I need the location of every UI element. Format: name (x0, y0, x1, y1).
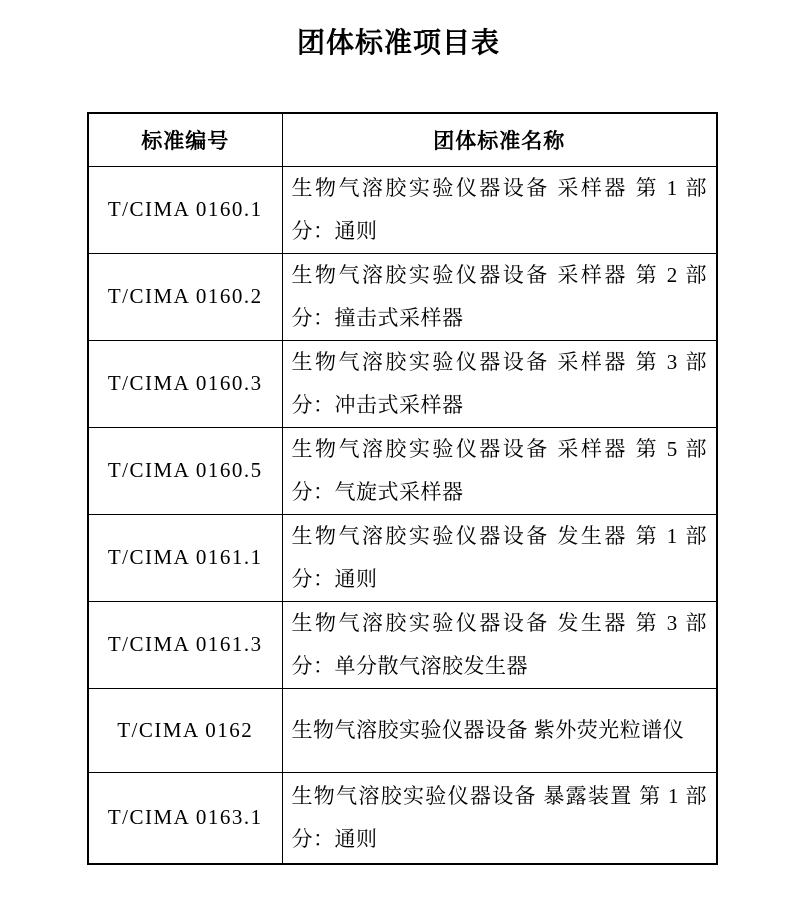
standard-code-cell: T/CIMA 0160.3 (88, 340, 282, 427)
table-row (88, 253, 717, 340)
standard-name-cell: 生物气溶胶实验仪器设备 紫外荧光粒谱仪 (282, 688, 717, 772)
standard-name-cell: 生物气溶胶实验仪器设备 发生器 第 3 部分：单分散气溶胶发生器 (282, 601, 717, 688)
standard-name-cell: 生物气溶胶实验仪器设备 发生器 第 1 部分：通则 (282, 514, 717, 601)
standard-code-cell: T/CIMA 0160.5 (88, 427, 282, 514)
standard-name-cell: 生物气溶胶实验仪器设备 暴露装置 第 1 部分：通则 (282, 772, 717, 864)
table-row (88, 772, 717, 864)
standards-table (87, 112, 718, 865)
standard-code-cell: T/CIMA 0160.2 (88, 253, 282, 340)
table-row (88, 688, 717, 772)
standard-code-cell: T/CIMA 0163.1 (88, 772, 282, 864)
standard-name-cell: 生物气溶胶实验仪器设备 采样器 第 2 部分：撞击式采样器 (282, 253, 717, 340)
table-row (88, 514, 717, 601)
page-title: 团体标准项目表 (296, 28, 500, 59)
standard-name-cell: 生物气溶胶实验仪器设备 采样器 第 1 部分：通则 (282, 166, 717, 253)
table-body (88, 166, 717, 864)
column-header-code: 标准编号 (88, 113, 282, 166)
standard-code-cell: T/CIMA 0160.1 (88, 166, 282, 253)
column-header-name: 团体标准名称 (282, 113, 717, 166)
standard-code-cell: T/CIMA 0161.1 (88, 514, 282, 601)
standard-name-cell: 生物气溶胶实验仪器设备 采样器 第 3 部分：冲击式采样器 (282, 340, 717, 427)
standard-name-cell: 生物气溶胶实验仪器设备 采样器 第 5 部分：气旋式采样器 (282, 427, 717, 514)
table-row (88, 427, 717, 514)
standard-code-cell: T/CIMA 0161.3 (88, 601, 282, 688)
table-row (88, 166, 717, 253)
table-row (88, 340, 717, 427)
table-header-row (88, 113, 717, 166)
standard-code-cell: T/CIMA 0162 (88, 688, 282, 772)
table-row (88, 601, 717, 688)
